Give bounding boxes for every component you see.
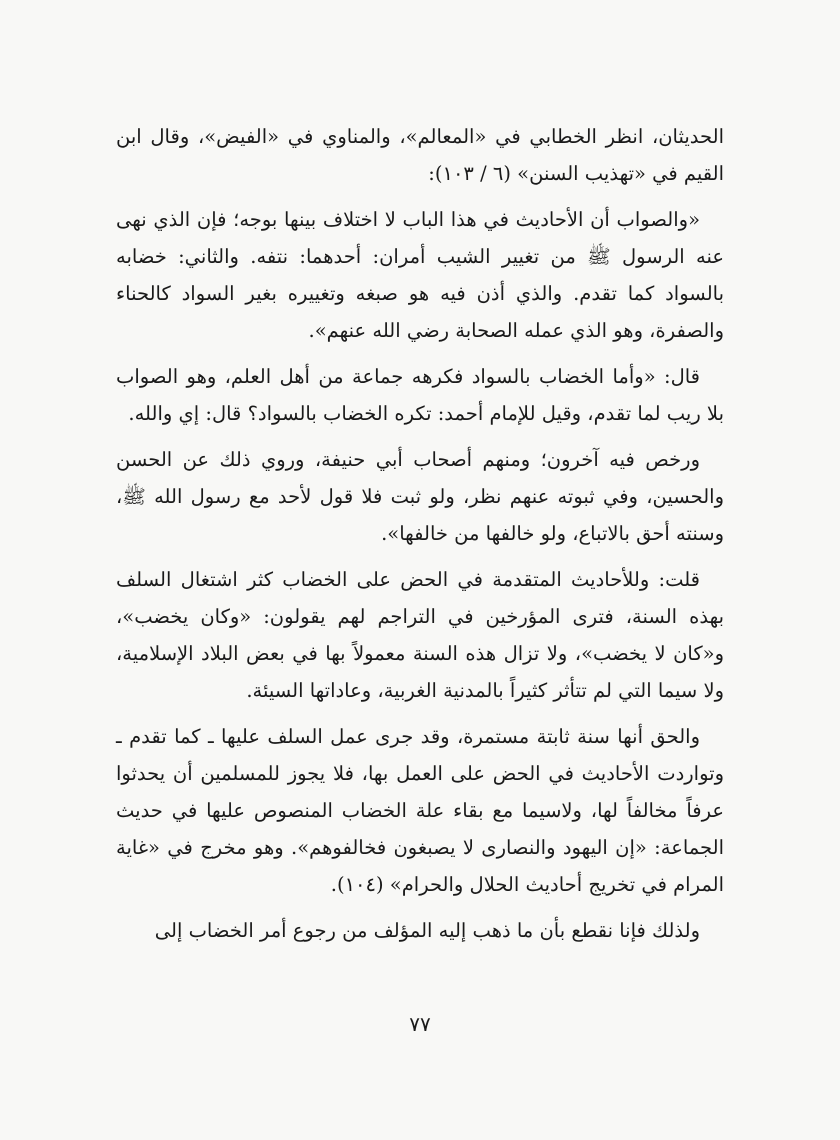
paragraph-3: قال: «وأما الخضاب بالسواد فكرهه جماعة من أهل العلم، وهو الصواب بلا ريب لما تقدم، وقيل للإمام أحمد: تكره الخضاب بالسواد؟ قال: إي والله. xyxy=(116,365,724,425)
paragraph-5: قلت: وللأحاديث المتقدمة في الحض على الخضاب كثر اشتغال السلف بهذه السنة، فترى المؤرخين في التراجم لهم يقولون: «وكان يخضب»، و«كان لا يخضب»، ولا تزال هذه السنة معمولاً بها في بعض البلاد الإسلامية، ولا سيما التي لم تتأثر كثيراً بالمدنية الغربية، وعاداتها السيئة. xyxy=(116,568,724,702)
paragraph-7: ولذلك فإنا نقطع بأن ما ذهب إليه المؤلف من رجوع أمر الخضاب إلى xyxy=(154,919,700,942)
paragraph-1: الحديثان، انظر الخطابي في «المعالم»، والمناوي في «الفيض»، وقال ابن القيم في «تهذيب السنن» (٦ / ١٠٣): xyxy=(116,125,724,185)
paragraph-2: «والصواب أن الأحاديث في هذا الباب لا اختلاف بينها بوجه؛ فإن الذي نهى عنه الرسول ﷺ من تغيير الشيب أمران: أحدهما: نتفه. والثاني: خضابه بالسواد كما تقدم. والذي أذن فيه هو صبغه وتغييره بغير السواد كالحناء والصفرة، وهو الذي عمله الصحابة رضي الله عنهم». xyxy=(116,208,724,342)
paragraph-6: والحق أنها سنة ثابتة مستمرة، وقد جرى عمل السلف عليها ـ كما تقدم ـ وتواردت الأحاديث في الحض على العمل بها، فلا يجوز للمسلمين أن يحدثوا عرفاً مخالفاً لها، ولاسيما مع بقاء علة الخضاب المنصوص عليها في حديث الجماعة: «إن اليهود والنصارى لا يصبغون فخالفوهم». وهو مخرج في «غاية المرام في تخريج أحاديث الحلال والحرام» (١٠٤). xyxy=(116,725,724,896)
paragraph-4: ورخص فيه آخرون؛ ومنهم أصحاب أبي حنيفة، وروي ذلك عن الحسن والحسين، وفي ثبوته عنهم نظر، ولو ثبت فلا قول لأحد مع رسول الله ﷺ، وسنته أحق بالاتباع، ولو خالفها من خالفها». xyxy=(116,448,724,545)
page-body xyxy=(116,118,724,958)
page-number: ٧٧ xyxy=(409,1012,431,1036)
